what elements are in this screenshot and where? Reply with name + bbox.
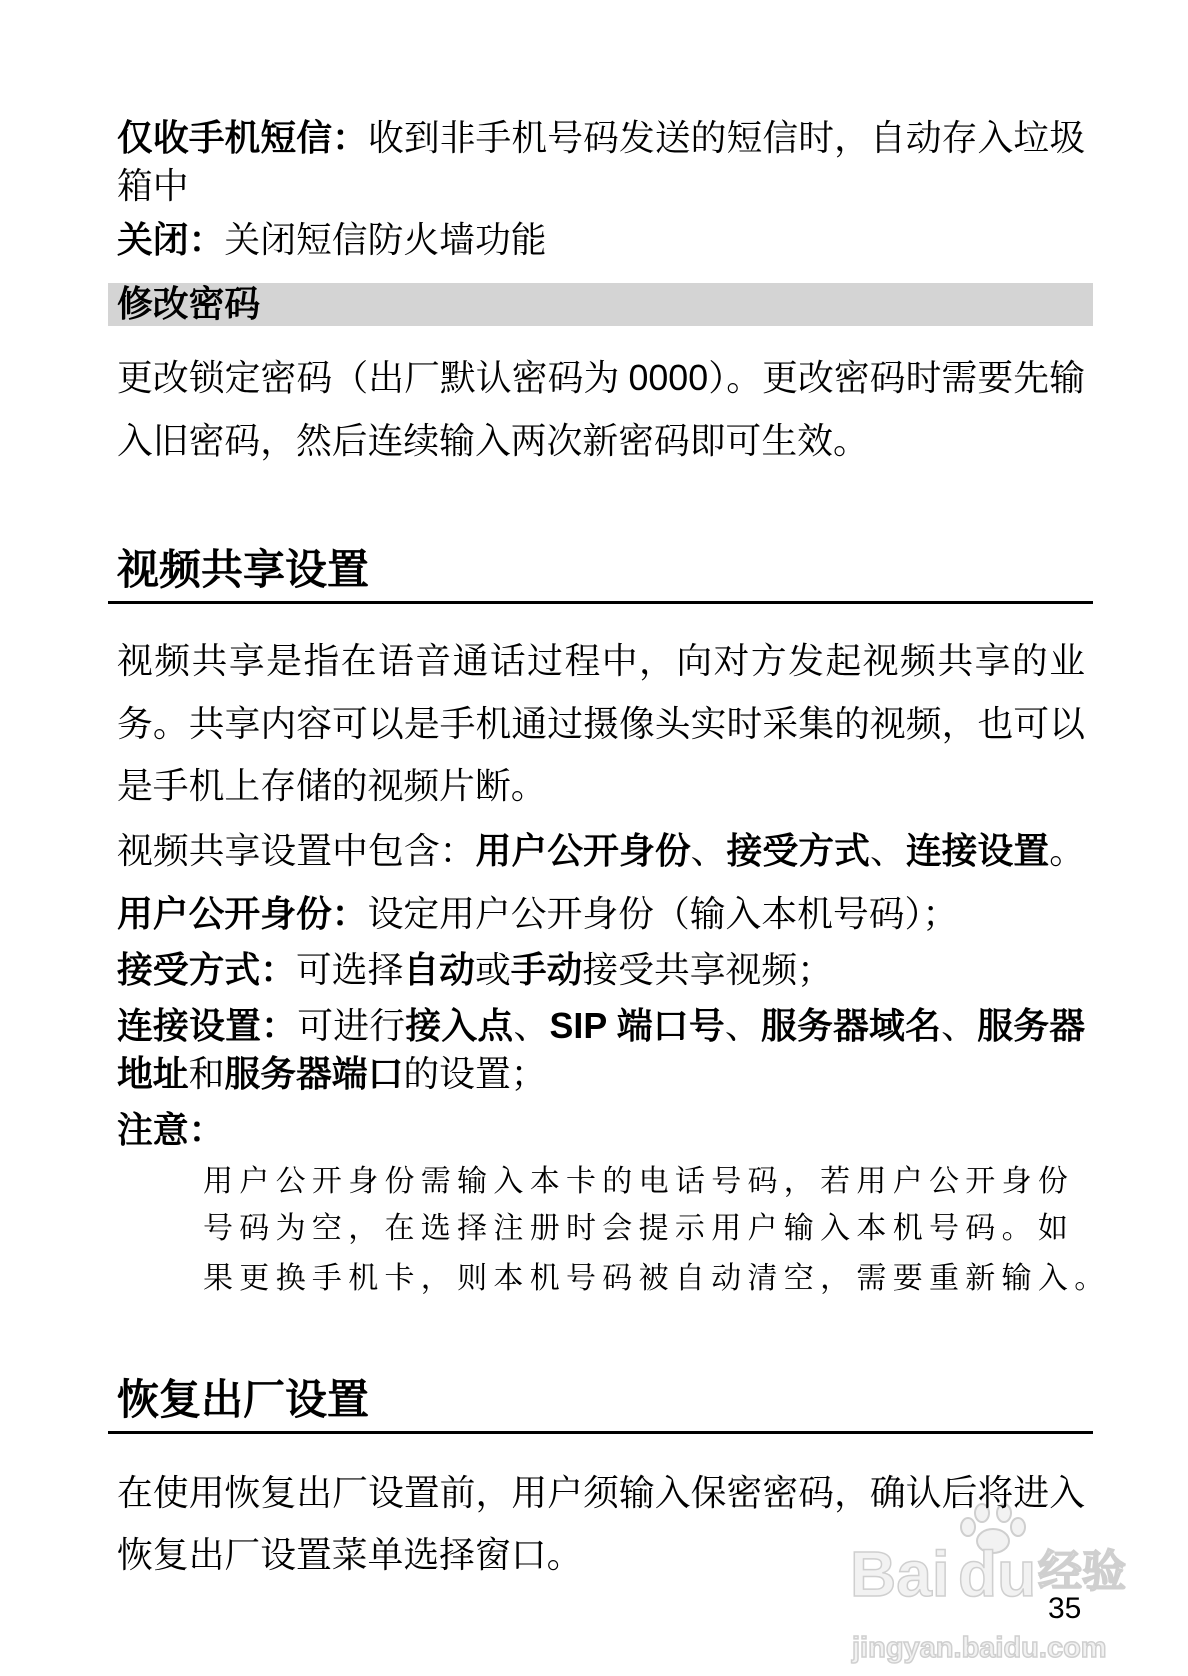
page-number: 35 [1048, 1592, 1082, 1625]
watermark-logo-right: du [958, 1538, 1037, 1610]
watermark-url: jingyan.baidu.com [852, 1632, 1107, 1664]
bold-term: 接受方式 [726, 831, 870, 871]
bold-term: 地址 [117, 1054, 189, 1094]
accept-mode-line [117, 946, 833, 994]
bold-term: 服务器 [977, 1006, 1086, 1046]
text-run: 或 [474, 950, 511, 990]
public-identity-line [117, 890, 958, 938]
bold-term: 仅收手机短信： [117, 118, 368, 158]
sms-off-line [117, 216, 547, 264]
change-password-line-1 [117, 354, 1085, 402]
bold-term: 连接设置： [117, 1006, 298, 1046]
heading-rule-factory-reset [108, 1431, 1093, 1434]
paw-toe [961, 1518, 975, 1536]
heading-rule-video-share [108, 601, 1093, 604]
text-run: 、 [869, 831, 906, 871]
bold-term: 连接设置 [905, 831, 1050, 871]
sms-only-phone-line-1 [117, 114, 1085, 162]
video-share-intro-line-1: 视频共享是指在语音通话过程中，向对方发起视频共享的业 [117, 641, 1085, 681]
text-run: 设定用户公开身份（输入本机号码）； [367, 894, 959, 934]
bold-term: 服务器端口 [224, 1054, 404, 1094]
connection-settings-line-2 [117, 1050, 547, 1098]
text-run: 。 [1049, 831, 1086, 871]
bold-term: 接受方式： [117, 950, 296, 990]
heading-video-share: 视频共享设置 [117, 546, 370, 593]
video-share-includes-line [117, 827, 1085, 875]
bold-term: 用户公开身份 [475, 831, 691, 871]
change-password-line-2: 入旧密码，然后连续输入两次新密码即可生效。 [117, 421, 869, 461]
note-line-2: 号码为空，在选择注册时会提示用户输入本机号码。如 [203, 1212, 1075, 1245]
text-run: 和 [188, 1054, 225, 1094]
text-run: 关闭短信防火墙功能 [224, 220, 547, 260]
bold-term: SIP 端口号 [549, 1006, 725, 1046]
section-bar-change-password [108, 283, 1093, 326]
video-share-intro-line-3: 是手机上存储的视频片断。 [117, 766, 547, 806]
bold-term: 手动 [510, 950, 583, 990]
bold-term: 接入点 [405, 1006, 514, 1046]
bold-term: 关闭： [117, 220, 225, 260]
watermark-logo-cn: 经验 [1038, 1547, 1126, 1596]
text-run: 接受共享视频； [582, 950, 833, 990]
text-run: 的设置； [403, 1054, 547, 1094]
note-line-1: 用户公开身份需输入本卡的电话号码，若用户公开身份 [203, 1165, 1075, 1198]
text-run: 、 [690, 831, 727, 871]
text-run: 可进行 [297, 1006, 406, 1046]
text-run: 可选择 [295, 950, 404, 990]
text-run: ）。更改密码时需要先输 [708, 358, 1085, 398]
bold-term: 用户公开身份： [117, 894, 368, 934]
text-run: 、 [941, 1006, 978, 1046]
text-run: 0000 [628, 358, 709, 398]
text-run: 收到非手机号码发送的短信时，自动存入垃圾 [367, 118, 1086, 158]
watermark-logo-left: Bai [850, 1538, 950, 1610]
note-line-3: 果更换手机卡，则本机号码被自动清空，需要重新输入。 [203, 1262, 1111, 1295]
section-title-change-password: 修改密码 [117, 284, 261, 324]
text-run: 视频共享设置中包含： [117, 831, 476, 871]
bold-term: 自动 [403, 950, 475, 990]
text-run: 、 [513, 1006, 550, 1046]
factory-reset-line-2: 恢复出厂设置菜单选择窗口。 [117, 1535, 583, 1575]
text-run: 更改锁定密码（出厂默认密码为 [117, 358, 629, 398]
note-label: 注意： [117, 1110, 225, 1150]
bold-term: 服务器域名 [760, 1006, 942, 1046]
factory-reset-line-1: 在使用恢复出厂设置前，用户须输入保密密码，确认后将进入 [117, 1473, 1085, 1513]
heading-factory-reset: 恢复出厂设置 [117, 1376, 370, 1423]
video-share-intro-line-2: 务。共享内容可以是手机通过摄像头实时采集的视频，也可以 [117, 704, 1085, 744]
paw-toe [1011, 1518, 1025, 1536]
text-run: 、 [724, 1006, 761, 1046]
connection-settings-line-1 [117, 1002, 1085, 1050]
sms-only-phone-line-2: 箱中 [117, 166, 189, 206]
